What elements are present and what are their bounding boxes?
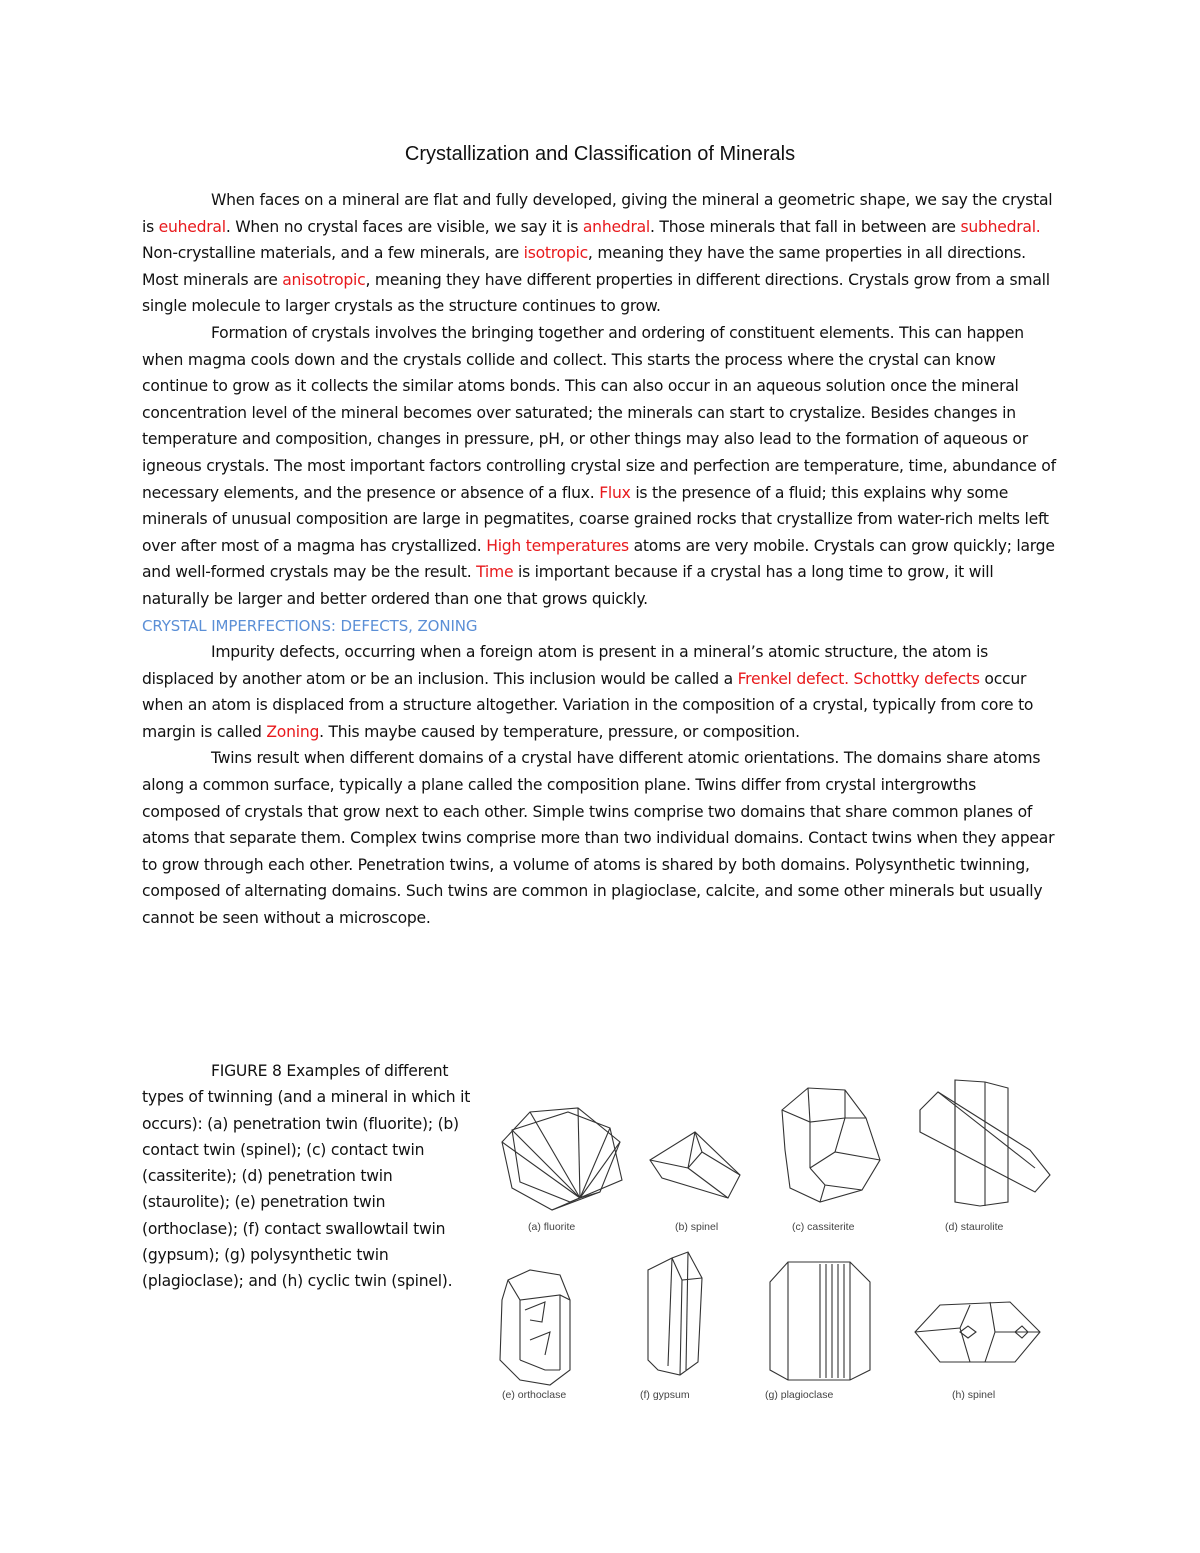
- crystal-orthoclase: [500, 1270, 570, 1401]
- text-span: When faces on a mineral are flat and fully developed, giving the mineral a geometric shape, we say the crystal is: [142, 191, 1053, 236]
- term-subhedral: subhedral.: [960, 217, 1041, 236]
- label-gypsum: (f) gypsum: [640, 1389, 690, 1401]
- text-span: is important because if a crystal has a long time to grow, it will naturally be larger and better ordered than one that grows quickly.: [142, 563, 994, 608]
- label-orthoclase: (e) orthoclase: [502, 1389, 567, 1401]
- document-title: Crystallization and Classification of Minerals: [404, 143, 796, 165]
- text-span: Non-crystalline materials, and a few minerals, are: [142, 244, 524, 263]
- term-flux: Flux: [599, 483, 631, 502]
- text-span: . Those minerals that fall in between are: [650, 217, 961, 236]
- term-euhedral: euhedral: [158, 217, 226, 236]
- text-span: , meaning they have the same properties in all directions. Most minerals are: [142, 244, 1026, 289]
- text-span: . When no crystal faces are visible, we say it is: [225, 217, 583, 236]
- term-high-temperatures: High temperatures: [486, 536, 629, 555]
- body-text: [142, 187, 1058, 932]
- caption-text: FIGURE 8 Examples of different types of twinning (and a mineral in which it occurs): (a) penetration twin (fluorite); (b) contact twin (spinel); (c) contact twin (cassiterite); (d) penetration twin (staurolite); (e) penetration twin (orthoclase); (f) contact swallowtail twin (gypsum); (g) polysynthetic twin (plagioclase); and (h) cyclic twin (spinel).: [142, 1062, 471, 1291]
- paragraph-euhedral: [142, 187, 1058, 320]
- term-anhedral: anhedral: [582, 217, 650, 236]
- term-schottky-defects: Schottky defects: [853, 669, 980, 688]
- paragraph-formation: [142, 320, 1058, 613]
- label-fluorite: (a) fluorite: [528, 1221, 576, 1233]
- label-cassiterite: (c) cassiterite: [792, 1221, 855, 1233]
- label-staurolite: (d) staurolite: [945, 1221, 1004, 1233]
- label-spinel-h: (h) spinel: [952, 1389, 996, 1401]
- paragraph-twins: Twins result when different domains of a crystal have different atomic orientations. The domains share atoms along a common surface, typically a plane called the composition plane. Twins differ from crystal intergrowths composed of crystals that grow next to each other. Simple twins comprise two domains that share common planes of atoms that separate them. Complex twins comprise more than two individual domains. Contact twins when they appear to grow through each other. Penetration twins, a volume of atoms is shared by both domains. Polysynthetic twinning, composed of alternating domains. Such twins are common in plagioclase, calcite, and some other minerals but usually cannot be seen without a microscope.: [142, 749, 1055, 928]
- text-span: , meaning they have different properties in different directions. Crystals grow from a small single molecule to larger crystals as the structure continues to grow.: [142, 270, 1050, 316]
- crystal-spinel-contact: [650, 1132, 740, 1233]
- term-isotropic: isotropic: [523, 244, 588, 263]
- text-span: Formation of crystals involves the bringing together and ordering of constituent elements. This can happen when magma cools down and the crystals collide and collect. This starts the process where the crystal can know continue to grow as it collects the similar atoms bonds. This can also occur in an aqueous solution once the mineral concentration level of the mineral becomes over saturated; the minerals can start to crystalize. Besides changes in temperature and composition, changes in pressure, pH, or other things may also lead to the formation of aqueous or igneous crystals. The most important factors controlling crystal size and perfection are temperature, time, abundance of necessary elements, and the presence or absence of a flux.: [142, 323, 1056, 502]
- label-plagioclase: (g) plagioclase: [765, 1389, 834, 1401]
- text-span: atoms are very mobile. Crystals can grow quickly; large and well-formed crystals may be the result.: [142, 536, 1055, 582]
- twinning-figure-svg: [490, 1070, 1070, 1415]
- crystal-staurolite: [920, 1080, 1050, 1233]
- figure-caption: [142, 1058, 472, 1295]
- crystal-cassiterite: [782, 1088, 880, 1233]
- section-heading: CRYSTAL IMPERFECTIONS: DEFECTS, ZONING: [142, 616, 478, 635]
- term-frenkel-defect: Frenkel defect.: [737, 669, 849, 688]
- term-zoning: Zoning: [266, 722, 320, 741]
- crystal-spinel-cyclic: [915, 1302, 1040, 1401]
- crystal-gypsum: [640, 1252, 702, 1401]
- term-time: Time: [476, 563, 514, 582]
- text-span: occur when an atom is displaced from a structure altogether. Variation in the composition of a crystal, typically from core to margin is called: [142, 669, 1034, 741]
- twinning-figure: [490, 1070, 1070, 1415]
- label-spinel-b: (b) spinel: [675, 1221, 719, 1233]
- term-anisotropic: anisotropic: [282, 270, 366, 289]
- text-span: is the presence of a fluid; this explains why some minerals of unusual composition are large in pegmatites, coarse grained rocks that crystallize from water-rich melts left over after most of a magma has crystallized.: [142, 483, 1049, 555]
- text-span: . This maybe caused by temperature, pressure, or composition.: [319, 722, 800, 741]
- crystal-plagioclase: [765, 1262, 870, 1401]
- paragraph-defects: [142, 639, 1058, 745]
- text-span: Impurity defects, occurring when a foreign atom is present in a mineral’s atomic structure, the atom is displaced by another atom or be an inclusion. This inclusion would be called a: [142, 643, 989, 688]
- crystal-fluorite: [502, 1108, 622, 1233]
